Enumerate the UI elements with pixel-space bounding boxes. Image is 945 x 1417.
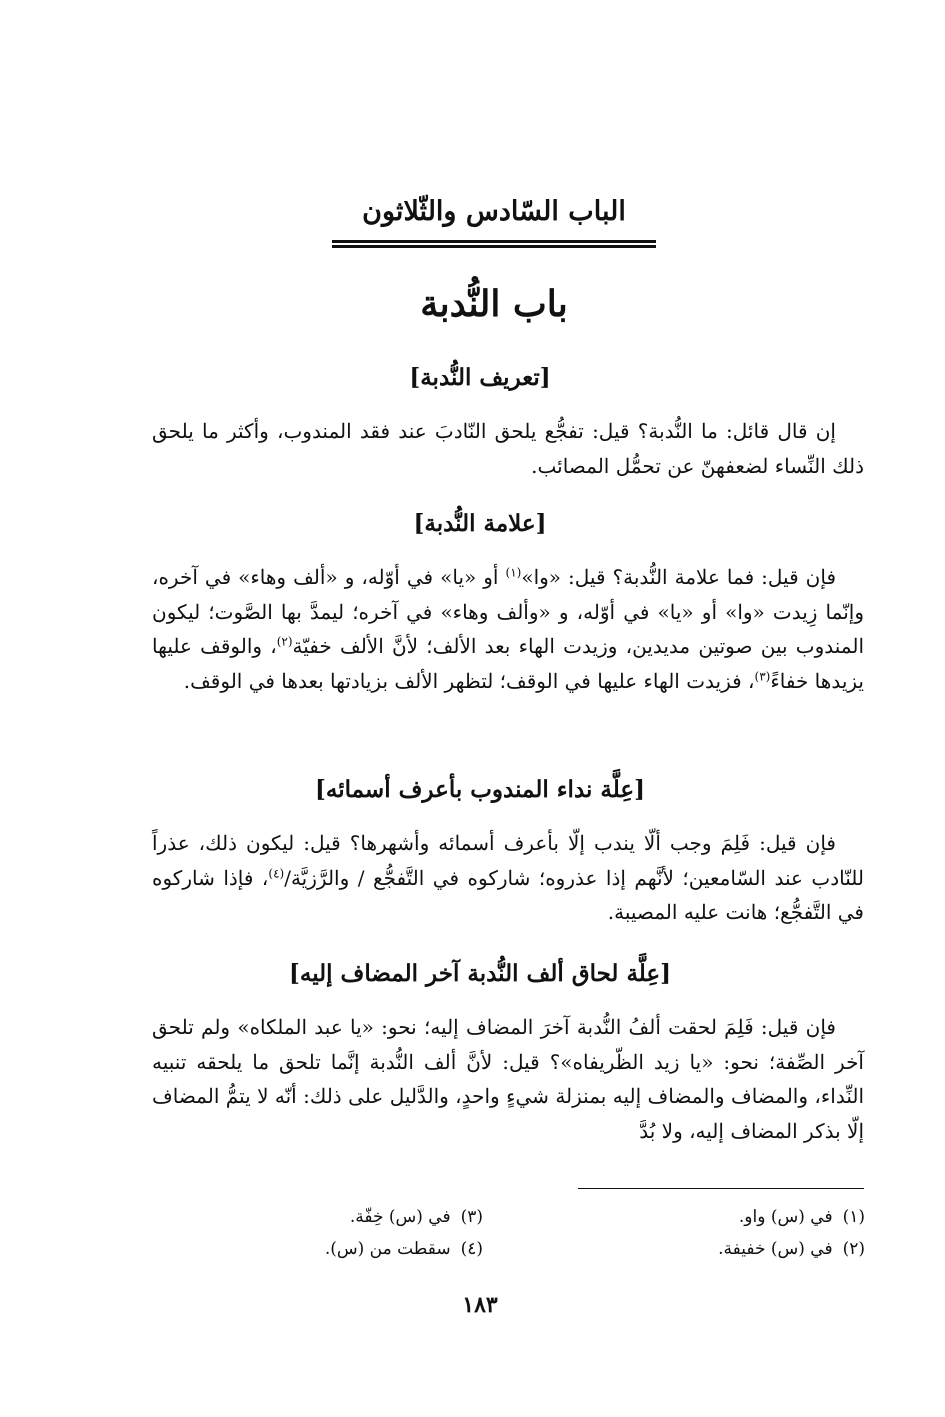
paragraph-sign — [152, 560, 864, 698]
footnote-4-text: سقطت من (س). — [324, 1239, 451, 1259]
subheading-alif-attachment: [عِلَّة لحاق ألف النُّدبة آخر المضاف إليه] — [289, 960, 671, 987]
paragraph-sign-text-2: أو «يا» في أوّله، و «ألف وهاء» في آخره، وإنّما زِيدت «وا» أو «يا» في أوّله، و «وألف وهاء» في آخره؛ ليمدَّ بها الصَّوت؛ ليكون المندوب بين صوتين مديدين، وزيدت الهاء بعد الألف؛ لأنَّ الألف خفيّة — [152, 565, 864, 658]
footnote-4 — [325, 1236, 483, 1262]
footnote-4-number: (٤) — [460, 1239, 483, 1259]
footnote-1-text: في (س) واو. — [738, 1207, 833, 1227]
footnote-1 — [739, 1204, 865, 1230]
footnote-2 — [718, 1236, 865, 1262]
paragraph-known-name-text-2: ، فإذا شاركوه في التَّفجُّع؛ هانت عليه المصيبة. — [152, 865, 864, 924]
paragraph-definition — [152, 414, 864, 483]
footnote-2-number: (٢) — [842, 1239, 865, 1259]
paragraph-sign-text-4: ، فزيدت الهاء عليها في الوقف؛ لتظهر الألف بزيادتها بعدها في الوقف. — [183, 668, 755, 693]
page-number: ١٨٣ — [462, 1292, 498, 1318]
footnote-3-text: في (س) خِفّة. — [349, 1207, 451, 1227]
footnote-1-number: (١) — [842, 1207, 865, 1227]
paragraph-sign-text-1: فإن قيل: فما علامة النُّدبة؟ قيل: «وا» — [521, 565, 837, 589]
paragraph-calling-by-known-name — [152, 826, 864, 930]
footnote-ref-4: (٤) — [268, 865, 285, 880]
footnote-separator — [578, 1188, 864, 1189]
footnote-3 — [350, 1204, 483, 1230]
subheading-calling-by-known-name: [عِلَّة نداء المندوب بأعرف أسمائه] — [315, 776, 645, 803]
footnote-ref-2: (٢) — [276, 634, 293, 649]
footnote-2-text: في (س) خفيفة. — [718, 1239, 833, 1259]
paragraph-known-name-text-1: فإن قيل: فَلِمَ وجب ألّا يندب إلّا بأعرف أسمائه وأشهرها؟ قيل: ليكون ذلك، عذراً للنّادب عند السّامعين؛ لأنَّهم إذا عذروه؛ شاركوه في التَّفجُّع / والرَّزيَّة/ — [152, 831, 864, 890]
title-double-rule — [332, 240, 656, 248]
paragraph-alif-attachment-text: فإن قيل: فَلِمَ لحقت ألفُ النُّدبة آخرَ المضاف إليه؛ نحو: «يا عبد الملكاه» ولم تلحق آخر الصِّفة؛ نحو: «يا زيد الظّريفاه»؟ قيل: لأنَّ ألف النُّدبة إنَّما تلحق ما يلحقه تنبيه النِّداء، والمضاف والمضاف إليه بمنزلة شيءٍ واحدٍ، والدَّليل على ذلك: أنّه لا يتمُّ المضاف إلّا بذكر المضاف إليه، ولا بُدَّ — [152, 1015, 864, 1143]
paragraph-alif-attachment — [152, 1010, 864, 1148]
footnote-3-number: (٣) — [460, 1207, 483, 1227]
section-title: باب النُّدبة — [420, 283, 568, 325]
paragraph-definition-text: إن قال قائل: ما النُّدبة؟ قيل: تفجُّع يلحق النّادبَ عند فقد المندوب، وأكثر ما يلحق ذلك النِّساء لضعفهنّ عن تحمُّل المصائب. — [152, 419, 864, 478]
paragraph-sign-text-3: ، والوقف عليها يزيدها خفاءً — [152, 634, 864, 693]
subheading-sign: [علامة النُّدبة] — [413, 510, 547, 537]
footnote-ref-3: (٣) — [754, 668, 771, 683]
subheading-definition: [تعريف النُّدبة] — [409, 364, 551, 391]
footnote-ref-1: (١) — [505, 565, 522, 580]
chapter-title: الباب السّادس والثّلاثون — [362, 196, 626, 227]
